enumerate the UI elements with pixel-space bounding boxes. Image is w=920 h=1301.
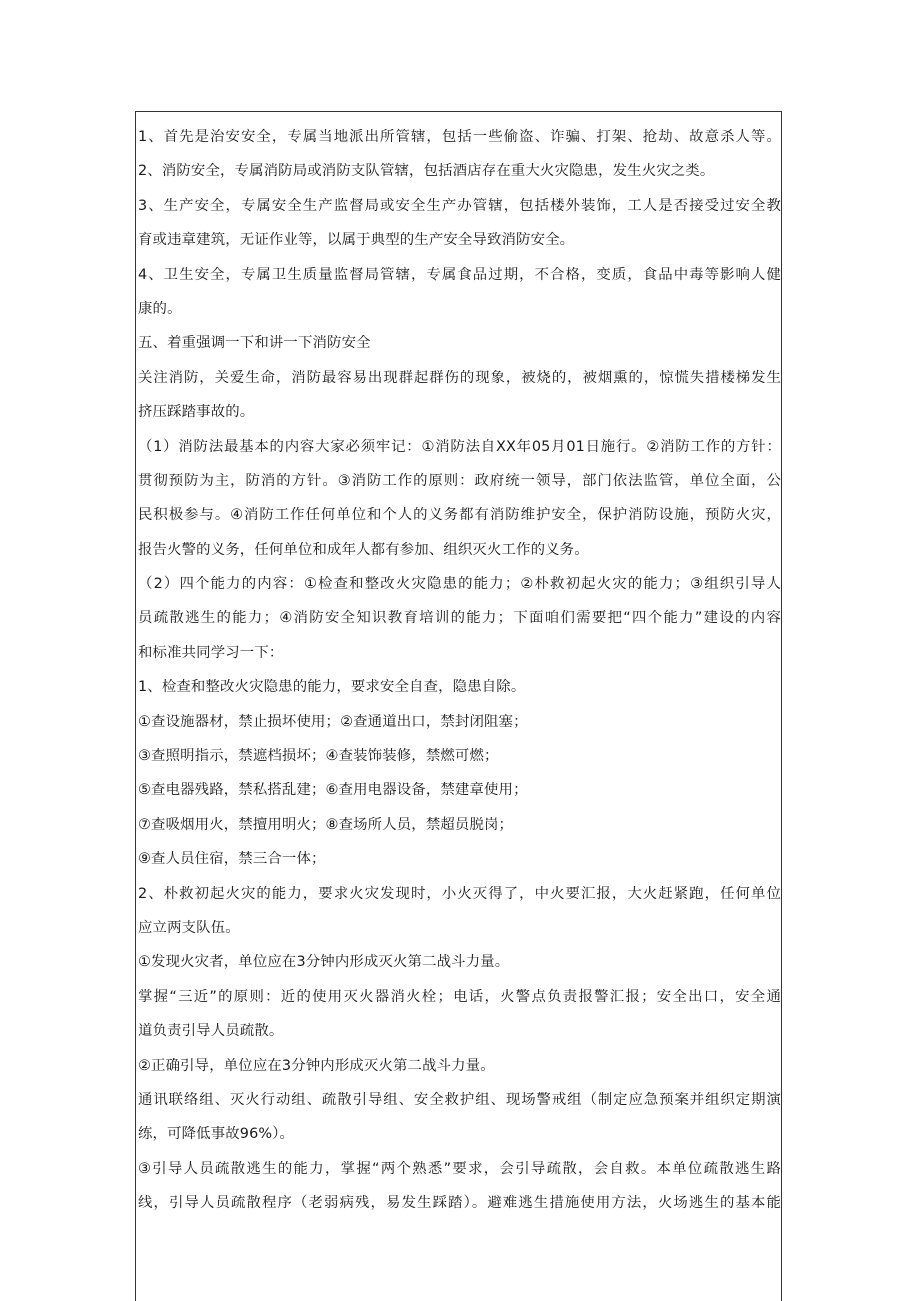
text-line: ⑤查电器残路，禁私搭乱建；⑥查用电器设备，禁建章使用；: [138, 782, 528, 799]
text-line: 练，可降低事故96%）。: [138, 1126, 295, 1143]
text-line: 2、朴救初起火灾的能力，要求火灾发现时，小火灭得了，中火要汇报，大火赶紧跑，任何单位: [138, 885, 781, 902]
text-line: 五、着重强调一下和讲一下消防安全: [138, 335, 371, 352]
text-line: ②正确引导，单位应在3分钟内形成灭火第二战斗力量。: [138, 1057, 495, 1074]
text-line: （1）消防法最基本的内容大家必须牢记：①消防法自XX年05月01日施行。②消防工作的方针：: [138, 438, 781, 455]
text-line: 3、生产安全，专属安全生产监督局或安全生产办管辖，包括楼外装饰，工人是否接受过安全教: [138, 197, 781, 214]
text-line: 1、首先是治安安全，专属当地派出所管辖，包括一些偷盗、诈骗、打架、抢劫、故意杀人等。: [138, 129, 781, 145]
text-line: 道负责引导人员疏散。: [138, 1023, 284, 1040]
text-line: ①发现火灾者，单位应在3分钟内形成灭火第二战斗力量。: [138, 954, 510, 971]
text-line: 1、检查和整改火灾隐患的能力，要求安全自查，隐患自除。: [138, 679, 526, 696]
text-line: 报告火警的义务，任何单位和成年人都有参加、组织灭火工作的义务。: [138, 541, 589, 558]
text-line: 应立两支队伍。: [138, 919, 240, 936]
text-line: 员疏散逃生的能力；④消防安全知识教育培训的能力；下面咱们需要把“四个能力”建设的内容: [138, 610, 781, 627]
text-line: 掌握“三近”的原则：近的使用灭火器消火栓；电话，火警点负责报警汇报；安全出口，安全通: [138, 988, 781, 1005]
text-line: 贯彻预防为主，防消的方针。③消防工作的原则：政府统一领导，部门依法监管，单位全面，公: [138, 472, 781, 489]
text-line: ⑦查吸烟用火，禁擅用明火；⑧查场所人员，禁超员脱岗；: [138, 816, 514, 833]
text-line: 通讯联络组、灭火行动组、疏散引导组、安全救护组、现场警戒组（制定应急预案并组织定期演: [138, 1091, 781, 1108]
text-line: 康的。: [138, 300, 182, 317]
text-line: 关注消防，关爱生命，消防最容易出现群起群伤的现象，被烧的，被烟熏的，惊慌失措楼梯发生: [138, 369, 781, 386]
text-line: （2）四个能力的内容：①检查和整改火灾隐患的能力；②朴救初起火灾的能力；③组织引导人: [138, 576, 781, 593]
text-line: 民积极参与。④消防工作任何单位和个人的义务都有消防维护安全，保护消防设施，预防火灾，: [138, 507, 781, 524]
text-line: ⑨查人员住宿，禁三合一体；: [138, 851, 326, 868]
text-line: 线，引导人员疏散程序（老弱病残，易发生踩踏）。避难逃生措施使用方法，火场逃生的基本能: [138, 1195, 781, 1212]
text-line: ③查照明指示，禁遮档损坏；④查装饰装修，禁燃可燃；: [138, 748, 499, 765]
text-line: 2、消防安全，专属消防局或消防支队管辖，包括酒店存在重大火灾隐患，发生火灾之类。: [138, 163, 715, 180]
text-line: ①查设施器材，禁止损坏使用；②查通道出口，禁封闭阻塞；: [138, 713, 528, 730]
document-body: [138, 120, 781, 1221]
text-line: ③引导人员疏散逃生的能力，掌握“两个熟悉”要求，会引导疏散，会自救。本单位疏散逃生路: [138, 1160, 781, 1177]
text-line: 和标准共同学习一下：: [138, 644, 284, 661]
text-line: 育或违章建筑，无证作业等，以属于典型的生产安全导致消防安全。: [138, 232, 575, 249]
text-line: 4、卫生安全，专属卫生质量监督局管辖，专属食品过期，不合格，变质，食品中毒等影响人健: [138, 266, 781, 283]
text-line: 挤压踩踏事故的。: [138, 404, 255, 421]
